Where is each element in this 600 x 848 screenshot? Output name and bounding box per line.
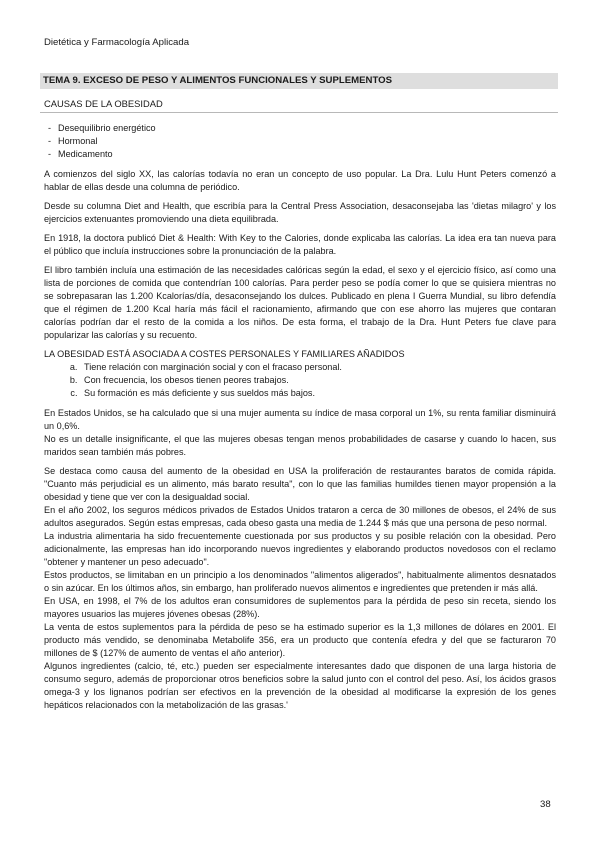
topic-title: TEMA 9. EXCESO DE PESO Y ALIMENTOS FUNCIONALES Y SUPLEMENTOS <box>40 73 558 89</box>
paragraph: En 1918, la doctora publicó Diet & Health: With Key to the Calories, donde explicaba las calorías. La idea era tan nueva para el público que incluía instrucciones sobre la pronunciación de la palabra. <box>44 233 556 256</box>
paragraph: Se destaca como causa del aumento de la obesidad en USA la proliferación de restaurantes baratos de comida rápida. "Cuanto más perjudicial es un alimento, más barato resulta", con lo que las familias humildes tienen mayor propensión a la obesidad y tiene que ver con la desigualdad social. <box>44 466 556 502</box>
paragraph: A comienzos del siglo XX, las calorías todavía no eran un concepto de uso popular. La Dra. Lulu Hunt Peters comenzó a hablar de ellas desde una columna de periódico. <box>44 169 556 192</box>
document-header: Dietética y Farmacología Aplicada <box>44 37 190 48</box>
page-number: 38 <box>540 799 551 810</box>
costs-list <box>44 361 556 400</box>
list-item: c. Su formación es más deficiente y sus sueldos más bajos. <box>80 387 556 400</box>
list-item: - Desequilibrio energético <box>44 122 556 135</box>
paragraph: El libro también incluía una estimación de las necesidades calóricas según la edad, el sexo y el ejercicio físico, así como una lista de porciones de comida que contendrían 100 calorías. Para perder peso se podía comer lo que se quisiera mientras no se sobrepasaran las 1.200 Kcalorías/día, desaconsejando los dulces. Publicado en plena I Guerra Mundial, su libro defendía que el régimen de 1.200 Kcal haría más fácil el racionamiento, afirmando que con ese ahorro las mujeres que contaran calorías podrían dar el resto de la comida a los niños. De esta forma, el trabajo de la Dra. Hunt Peters fue clave para popularizar las calorías y su recuento. <box>44 265 556 340</box>
section-heading: LA OBESIDAD ESTÁ ASOCIADA A COSTES PERSONALES Y FAMILIARES AÑADIDOS <box>44 349 405 359</box>
subtitle-divider <box>40 112 558 113</box>
list-item: b. Con frecuencia, los obesos tienen peores trabajos. <box>80 374 556 387</box>
paragraph: No es un detalle insignificante, el que las mujeres obesas tengan menos probabilidades de casarse y cuando lo hacen, sus maridos sean también más pobres. <box>44 434 556 457</box>
paragraph: Algunos ingredientes (calcio, té, etc.) pueden ser especialmente interesantes dado que disponen de una larga historia de consumo seguro, además de proporcionar otros beneficios sobre la salud junto con el control del peso. Así, los ácidos grasos omega-3 y los lignanos podrían ser efectivos en la prevención de la obesidad al modificarse la expresión de los genes hepáticos relacionados con la metabolización de las grasas.' <box>44 661 556 710</box>
list-item: a. Tiene relación con marginación social y con el fracaso personal. <box>80 361 556 374</box>
paragraph: Estos productos, se limitaban en un principio a los denominados "alimentos aligerados", habitualmente alimentos desnatados o sin azúcar. En los últimos años, sin embargo, han proliferado nuevos alimentos e ingredientes que pretenden ir más allá. <box>44 570 556 593</box>
paragraph: Desde su columna Diet and Health, que escribía para la Central Press Association, desaconsejaba las 'dietas milagro' y los ejercicios extenuantes promoviendo una dieta equilibrada. <box>44 201 556 224</box>
paragraph: En USA, en 1998, el 7% de los adultos eran consumidores de suplementos para la pérdida de peso sin receta, siendo los mayores usuarios las mujeres jóvenes obesas (28%). <box>44 596 556 619</box>
list-item: - Hormonal <box>44 135 556 148</box>
paragraph: En el año 2002, los seguros médicos privados de Estados Unidos trataron a cerca de 30 millones de obesos, el 24% de sus adultos asegurados. Según estas empresas, cada obeso gasta una media de 1.244 $ más que una persona de peso normal. <box>44 505 556 528</box>
causes-list <box>44 122 556 161</box>
list-item: - Medicamento <box>44 148 556 161</box>
paragraph: La venta de estos suplementos para la pérdida de peso se ha estimado superior es la 1,3 millones de dólares en 2001. El producto más vendido, se denominaba Metabolife 356, era un producto que contenía efedra y del que se facturaron 70 millones de $ (127% de aumento de ventas el año anterior). <box>44 622 556 658</box>
document-body <box>44 122 556 712</box>
section-subtitle: CAUSAS DE LA OBESIDAD <box>44 98 163 109</box>
paragraph: En Estados Unidos, se ha calculado que si una mujer aumenta su índice de masa corporal un 1%, su renta familiar disminuirá un 0,6%. <box>44 408 556 431</box>
paragraph: La industria alimentaria ha sido frecuentemente cuestionada por sus productos y su posible relación con la obesidad. Pero adicionalmente, las empresas han ido incorporando nuevos ingredientes y elaborando productos novedosos con el reclamo "obtener y mantener un peso adecuado". <box>44 531 556 567</box>
